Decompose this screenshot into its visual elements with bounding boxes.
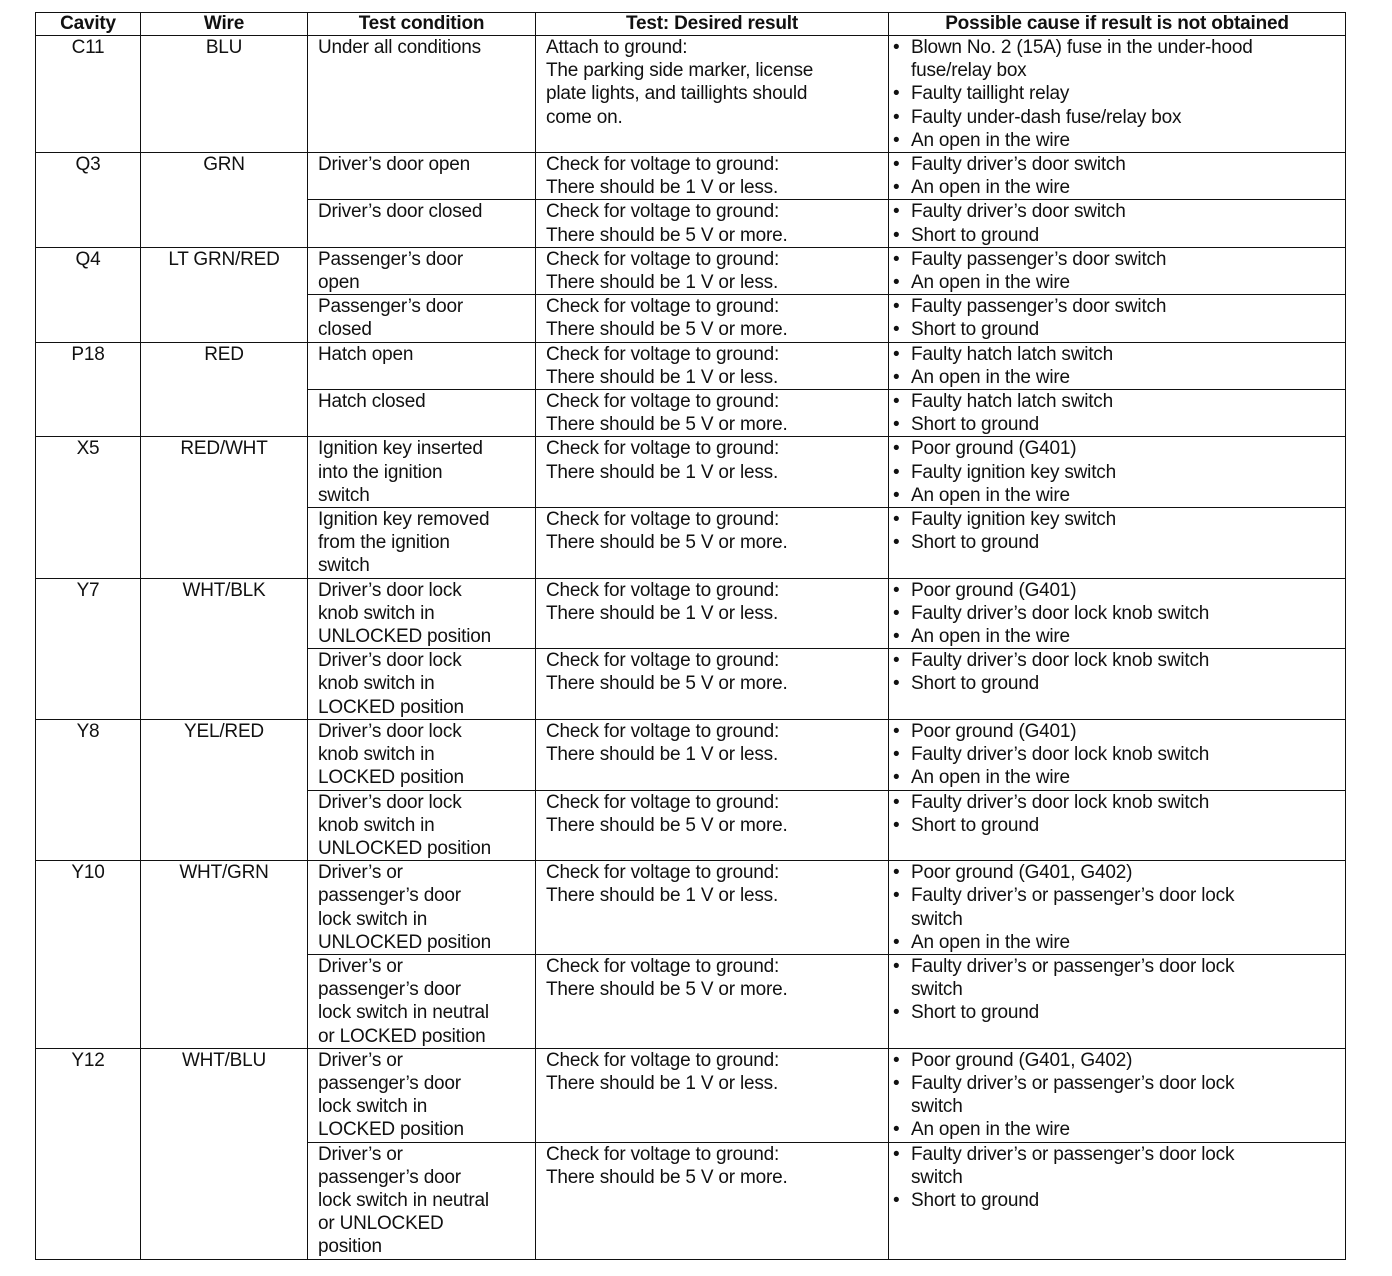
wire-cell: WHT/GRN [141,861,308,1049]
possible-cause-cell [889,1048,1346,1142]
test-condition-cell: Driver’s or passenger’s door lock switch in LOCKED position [308,1048,536,1142]
cause-text: Faulty driver’s or passenger’s door lock switch [911,1143,1235,1188]
bullet-icon: • [893,673,900,695]
possible-cause-cell [889,719,1346,790]
cause-list-item [893,720,1341,743]
cause-text: Short to ground [911,532,1039,554]
bullet-icon: • [893,1049,900,1071]
bullet-icon: • [893,37,900,58]
bullet-icon: • [893,414,900,436]
table-row [36,719,1346,790]
possible-cause-cell [889,247,1346,294]
table-row [36,36,1346,153]
cause-list-item [893,672,1341,695]
cause-list-item [893,413,1341,436]
cause-text: An open in the wire [911,767,1070,789]
wire-cell: GRN [141,153,308,248]
wire-cell: LT GRN/RED [141,247,308,342]
bullet-icon: • [893,1072,900,1094]
test-condition-cell: Ignition key removed from the ignition switch [308,508,536,579]
test-condition-cell: Hatch closed [308,390,536,437]
bullet-icon: • [893,602,900,624]
possible-cause-cell [889,578,1346,649]
bullet-icon: • [893,248,900,270]
wire-cell: BLU [141,36,308,153]
bullet-icon: • [893,154,900,176]
cause-list-item [893,884,1341,930]
bullet-icon: • [893,885,900,907]
cause-text: Faulty driver’s or passenger’s door lock switch [911,955,1235,1001]
bullet-icon: • [893,1143,900,1165]
bullet-icon: • [893,1189,900,1211]
cause-list-item [893,602,1341,625]
cause-list-item [893,743,1341,766]
possible-cause-cell [889,390,1346,437]
cause-text: An open in the wire [911,484,1070,506]
cause-list-item [893,1072,1341,1118]
cause-list-item [893,1143,1341,1189]
cause-list-item [893,766,1341,789]
cause-list-item [893,531,1341,554]
cause-list-item [893,295,1341,318]
possible-cause-cell [889,508,1346,579]
cause-list-item [893,1118,1341,1141]
test-condition-cell: Ignition key inserted into the ignition switch [308,437,536,508]
cause-list-item [893,649,1341,672]
cause-text: Poor ground (G401, G402) [911,862,1133,884]
test-condition-cell: Passenger’s door closed [308,295,536,342]
wire-cell: YEL/RED [141,719,308,860]
cause-text: Faulty under-dash fuse/relay box [911,106,1182,128]
cause-list-item [893,248,1341,271]
cause-list-item [893,176,1341,199]
desired-result-cell: Check for voltage to ground: There should be 1 V or less. [536,861,889,955]
bullet-icon: • [893,129,900,151]
bullet-icon: • [893,862,900,884]
cavity-cell: Q3 [36,153,141,248]
test-condition-cell: Hatch open [308,342,536,389]
possible-cause-cell [889,295,1346,342]
header-desired-result: Test: Desired result [536,13,889,36]
cause-text: An open in the wire [911,626,1070,648]
cavity-cell: Y10 [36,861,141,1049]
cause-text: Faulty driver’s door lock knob switch [911,602,1210,624]
header-cavity: Cavity [36,13,141,36]
cause-text: Faulty driver’s or passenger’s door lock switch [911,1072,1235,1118]
bullet-icon: • [893,319,900,341]
desired-result-cell: Check for voltage to ground: There should be 5 V or more. [536,200,889,247]
bullet-icon: • [893,366,900,388]
header-possible-cause: Possible cause if result is not obtained [889,13,1346,36]
cause-list-item [893,224,1341,247]
cause-text: Faulty passenger’s door switch [911,296,1167,318]
bullet-icon: • [893,720,900,742]
desired-result-cell: Check for voltage to ground: There should be 1 V or less. [536,153,889,200]
cause-list-item [893,625,1341,648]
desired-result-cell: Check for voltage to ground: There should be 1 V or less. [536,342,889,389]
cause-list-item [893,437,1341,460]
table-row [36,437,1346,508]
cause-list-item [893,318,1341,341]
header-wire: Wire [141,13,308,36]
cause-text: Faulty driver’s door lock knob switch [911,791,1210,813]
table-row [36,342,1346,389]
test-condition-cell: Driver’s or passenger’s door lock switch in neutral or LOCKED position [308,954,536,1048]
cavity-cell: X5 [36,437,141,578]
cause-list-item [893,814,1341,837]
test-condition-cell: Driver’s door open [308,153,536,200]
possible-cause-cell [889,649,1346,720]
cause-text: Short to ground [911,1189,1039,1211]
possible-cause-cell [889,36,1346,153]
desired-result-cell: Check for voltage to ground: There should be 1 V or less. [536,719,889,790]
cavity-cell: Y7 [36,578,141,719]
cause-list-item [893,129,1341,152]
cause-list-item [893,106,1341,129]
cause-list-item [893,153,1341,176]
bullet-icon: • [893,791,900,813]
possible-cause-cell [889,1142,1346,1259]
cause-text: Short to ground [911,814,1039,836]
cause-text: An open in the wire [911,129,1070,151]
test-condition-cell: Under all conditions [308,36,536,153]
cause-list-item [893,931,1341,954]
connector-test-table [35,12,1346,1260]
desired-result-cell: Check for voltage to ground: There should be 5 V or more. [536,295,889,342]
cause-text: Poor ground (G401) [911,720,1077,742]
cause-text: An open in the wire [911,272,1070,294]
table-row [36,861,1346,955]
test-condition-cell: Driver’s door closed [308,200,536,247]
cause-text: Short to ground [911,319,1039,341]
cause-list-item [893,271,1341,294]
desired-result-cell: Check for voltage to ground: There should be 5 V or more. [536,390,889,437]
cause-text: Faulty ignition key switch [911,461,1116,483]
possible-cause-cell [889,437,1346,508]
desired-result-cell: Check for voltage to ground: There should be 5 V or more. [536,649,889,720]
cause-text: Faulty ignition key switch [911,509,1116,531]
cause-text: Faulty driver’s door switch [911,154,1126,176]
cause-text: Short to ground [911,414,1039,436]
bullet-icon: • [893,579,900,601]
cavity-cell: Y12 [36,1048,141,1259]
desired-result-cell: Check for voltage to ground: There should be 1 V or less. [536,437,889,508]
desired-result-cell: Check for voltage to ground: There should be 1 V or less. [536,578,889,649]
possible-cause-cell [889,342,1346,389]
cause-list-item [893,1189,1341,1212]
table-row [36,578,1346,649]
cause-list-item [893,1001,1341,1024]
bullet-icon: • [893,484,900,506]
cause-text: Poor ground (G401) [911,579,1077,601]
desired-result-cell: Check for voltage to ground: There should be 5 V or more. [536,954,889,1048]
cause-text: Poor ground (G401, G402) [911,1049,1133,1071]
cause-text: Short to ground [911,1002,1039,1024]
cavity-cell: Q4 [36,247,141,342]
test-condition-cell: Passenger’s door open [308,247,536,294]
cause-text: Faulty passenger’s door switch [911,248,1167,270]
possible-cause-cell [889,153,1346,200]
bullet-icon: • [893,744,900,766]
cause-text: Faulty driver’s or passenger’s door lock switch [911,885,1235,930]
cause-list-item [893,484,1341,507]
bullet-icon: • [893,650,900,672]
cause-list-item [893,82,1341,105]
cause-list-item [893,461,1341,484]
cause-list-item [893,200,1341,223]
test-condition-cell: Driver’s door lock knob switch in LOCKED position [308,719,536,790]
possible-cause-cell [889,200,1346,247]
cavity-cell: C11 [36,36,141,153]
desired-result-cell: Check for voltage to ground: There should be 1 V or less. [536,247,889,294]
bullet-icon: • [893,201,900,223]
bullet-icon: • [893,106,900,128]
bullet-icon: • [893,532,900,554]
desired-result-cell: Check for voltage to ground: There should be 5 V or more. [536,1142,889,1259]
bullet-icon: • [893,955,900,977]
test-condition-cell: Driver’s door lock knob switch in UNLOCKED position [308,790,536,861]
cause-text: Short to ground [911,224,1039,246]
test-condition-cell: Driver’s or passenger’s door lock switch in UNLOCKED position [308,861,536,955]
cause-list-item [893,508,1341,531]
bullet-icon: • [893,767,900,789]
bullet-icon: • [893,1002,900,1024]
cause-list-item [893,343,1341,366]
cause-list-item [893,791,1341,814]
cause-list-item [893,1049,1341,1072]
test-condition-cell: Driver’s door lock knob switch in LOCKED position [308,649,536,720]
desired-result-cell: Check for voltage to ground: There should be 5 V or more. [536,790,889,861]
bullet-icon: • [893,814,900,836]
wire-cell: RED [141,342,308,437]
bullet-icon: • [893,343,900,365]
bullet-icon: • [893,626,900,648]
test-condition-cell: Driver’s or passenger’s door lock switch in neutral or UNLOCKED position [308,1142,536,1259]
bullet-icon: • [893,931,900,953]
desired-result-cell: Check for voltage to ground: There should be 1 V or less. [536,1048,889,1142]
wire-cell: WHT/BLK [141,578,308,719]
header-row [36,13,1346,36]
cause-text: An open in the wire [911,931,1070,953]
bullet-icon: • [893,272,900,294]
bullet-icon: • [893,83,900,105]
cause-text: Faulty driver’s door switch [911,201,1126,223]
cause-list-item [893,861,1341,884]
wire-cell: RED/WHT [141,437,308,578]
possible-cause-cell [889,954,1346,1048]
cavity-cell: Y8 [36,719,141,860]
cause-text: Blown No. 2 (15A) fuse in the under-hood fuse/relay box [911,37,1253,82]
cause-text: Poor ground (G401) [911,438,1077,460]
cavity-cell: P18 [36,342,141,437]
wire-cell: WHT/BLU [141,1048,308,1259]
cause-list-item [893,36,1341,82]
possible-cause-cell [889,790,1346,861]
cause-text: An open in the wire [911,177,1070,199]
table-row [36,247,1346,294]
cause-text: Faulty taillight relay [911,83,1070,105]
bullet-icon: • [893,461,900,483]
cause-text: An open in the wire [911,366,1070,388]
cause-text: Short to ground [911,673,1039,695]
test-condition-cell: Driver’s door lock knob switch in UNLOCKED position [308,578,536,649]
table-row [36,1048,1346,1142]
possible-cause-cell [889,861,1346,955]
bullet-icon: • [893,391,900,413]
bullet-icon: • [893,438,900,460]
cause-list-item [893,579,1341,602]
desired-result-cell: Attach to ground: The parking side marker, license plate lights, and taillights should come on. [536,36,889,153]
bullet-icon: • [893,1119,900,1141]
bullet-icon: • [893,296,900,318]
cause-text: Faulty driver’s door lock knob switch [911,744,1210,766]
bullet-icon: • [893,224,900,246]
cause-text: An open in the wire [911,1119,1070,1141]
cause-list-item [893,955,1341,1001]
desired-result-cell: Check for voltage to ground: There should be 5 V or more. [536,508,889,579]
cause-text: Faulty driver’s door lock knob switch [911,650,1210,672]
cause-text: Faulty hatch latch switch [911,343,1113,365]
table-row [36,153,1346,200]
cause-list-item [893,366,1341,389]
cause-text: Faulty hatch latch switch [911,391,1113,413]
cause-list-item [893,390,1341,413]
bullet-icon: • [893,509,900,531]
bullet-icon: • [893,177,900,199]
header-test-condition: Test condition [308,13,536,36]
